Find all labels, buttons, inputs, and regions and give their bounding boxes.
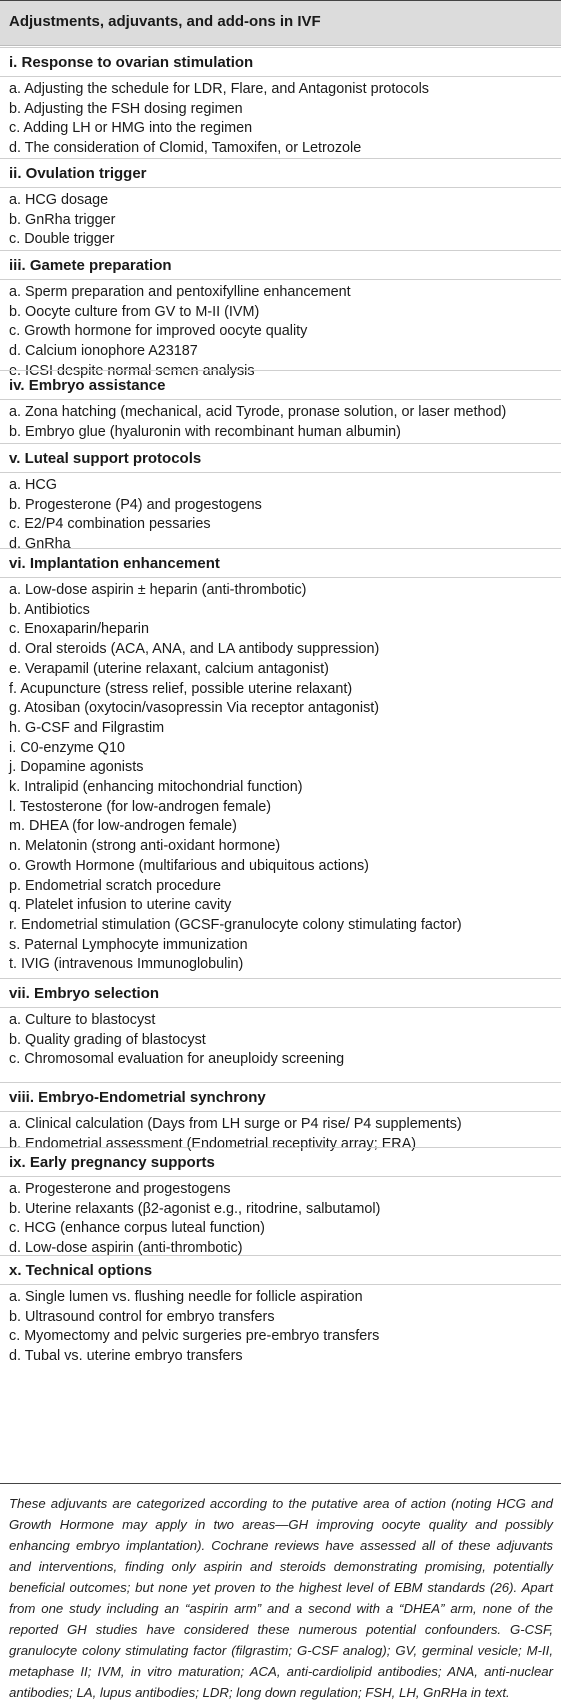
list-item: a. Adjusting the schedule for LDR, Flare, and Antagonist protocols xyxy=(9,81,429,97)
list-item: e. ICSI despite normal semen analysis xyxy=(9,362,255,379)
list-item: b. Ultrasound control for embryo transfers xyxy=(9,1308,275,1325)
list-item: b. Embryo glue (hyaluronin with recombinant human albumin) xyxy=(9,423,401,440)
section-heading: iv. Embryo assistance xyxy=(0,370,561,400)
list-item: c. Enoxaparin/heparin xyxy=(9,621,149,638)
list-item: b. Uterine relaxants (β2-agonist e.g., ritodrine, salbutamol) xyxy=(9,1200,381,1217)
list-item: b. Endometrial assessment (Endometrial receptivity array; ERA) xyxy=(9,1135,417,1152)
section-heading: i. Response to ovarian stimulation xyxy=(0,47,561,77)
table-footnote xyxy=(0,1483,561,1700)
list-item: c. Myomectomy and pelvic surgeries pre-embryo transfers xyxy=(9,1328,380,1345)
list-item: a. Culture to blastocyst xyxy=(9,1012,156,1028)
section-heading: x. Technical options xyxy=(0,1255,561,1285)
list-item: n. Melatonin (strong anti-oxidant hormone) xyxy=(9,838,281,855)
list-item: a. Sperm preparation and pentoxifylline enhancement xyxy=(9,284,351,300)
list-item: b. Antibiotics xyxy=(9,601,90,618)
list-item: h. G-CSF and Filgrastim xyxy=(9,719,165,736)
list-item: a. Progesterone and progestogens xyxy=(9,1181,231,1197)
list-item: s. Paternal Lymphocyte immunization xyxy=(9,936,248,953)
list-item: c. HCG (enhance corpus luteal function) xyxy=(9,1220,265,1237)
list-item: j. Dopamine agonists xyxy=(9,759,144,776)
list-item: g. Atosiban (oxytocin/vasopressin Via receptor antagonist) xyxy=(9,700,380,717)
list-item: m. DHEA (for low-androgen female) xyxy=(9,818,237,835)
list-item: c. Adding LH or HMG into the regimen xyxy=(9,120,253,137)
list-item: d. Tubal vs. uterine embryo transfers xyxy=(9,1348,243,1365)
list-item: c. E2/P4 combination pessaries xyxy=(9,516,211,533)
list-item: d. Calcium ionophore A23187 xyxy=(9,343,198,360)
list-item: d. Oral steroids (ACA, ANA, and LA antibody suppression) xyxy=(9,641,380,658)
list-item: b. Quality grading of blastocyst xyxy=(9,1031,206,1048)
list-item: t. IVIG (intravenous Immunoglobulin) xyxy=(9,956,244,973)
table-title-bar xyxy=(0,0,561,46)
section-heading: v. Luteal support protocols xyxy=(0,443,561,473)
list-item: b. GnRha trigger xyxy=(9,211,116,228)
list-item: d. Low-dose aspirin (anti-thrombotic) xyxy=(9,1240,243,1257)
section-heading: vii. Embryo selection xyxy=(0,978,561,1008)
list-item: c. Chromosomal evaluation for aneuploidy screening xyxy=(9,1051,345,1068)
list-item: a. Clinical calculation (Days from LH surge or P4 rise/ P4 supplements) xyxy=(9,1116,462,1132)
section-heading: vi. Implantation enhancement xyxy=(0,548,561,578)
list-item: i. C0-enzyme Q10 xyxy=(9,739,125,756)
list-item: e. Verapamil (uterine relaxant, calcium antagonist) xyxy=(9,660,329,677)
list-item: q. Platelet infusion to uterine cavity xyxy=(9,897,232,914)
list-item: b. Oocyte culture from GV to M-II (IVM) xyxy=(9,303,260,320)
list-item: c. Growth hormone for improved oocyte quality xyxy=(9,323,308,340)
list-item: c. Double trigger xyxy=(9,231,115,248)
list-item: d. GnRha xyxy=(9,536,71,553)
list-item: a. Low-dose aspirin ± heparin (anti-thrombotic) xyxy=(9,582,307,598)
list-item: a. Single lumen vs. flushing needle for follicle aspiration xyxy=(9,1289,363,1305)
section-heading: ix. Early pregnancy supports xyxy=(0,1147,561,1177)
list-item: b. Adjusting the FSH dosing regimen xyxy=(9,100,243,117)
list-item: r. Endometrial stimulation (GCSF-granulocyte colony stimulating factor) xyxy=(9,916,462,933)
section-heading: viii. Embryo-Endometrial synchrony xyxy=(0,1082,561,1112)
table-title: Adjustments, adjuvants, and add-ons in IVF xyxy=(9,13,321,30)
list-item: o. Growth Hormone (multifarious and ubiquitous actions) xyxy=(9,857,369,874)
list-item: d. The consideration of Clomid, Tamoxifen, or Letrozole xyxy=(9,140,362,157)
list-item: p. Endometrial scratch procedure xyxy=(9,877,221,894)
section-heading: iii. Gamete preparation xyxy=(0,250,561,280)
list-item: a. HCG dosage xyxy=(9,192,109,208)
list-item: a. HCG xyxy=(9,477,57,493)
list-item: a. Zona hatching (mechanical, acid Tyrode, pronase solution, or laser method) xyxy=(9,404,507,420)
list-item: l. Testosterone (for low-androgen female) xyxy=(9,798,272,815)
section-heading: ii. Ovulation trigger xyxy=(0,158,561,188)
list-item: f. Acupuncture (stress relief, possible uterine relaxant) xyxy=(9,680,353,697)
list-item: b. Progesterone (P4) and progestogens xyxy=(9,496,262,513)
footnote-text: These adjuvants are categorized according to the putative area of action (noting HCG and Growth Hormone may apply in two areas—GH improving oocyte quality and possibly enhancing embryo implantation). Cochrane reviews have assessed all of these adjuvants and interventions, finding only aspirin and steroids demonstrating promising, potentially beneficial outcomes; but none yet proven to the highest level of EBM standards (26). Apart from one study including an “aspirin arm” and a second with a “DHEA” arm, none of the reported GH studies have considered these numerous potential confounders. G-CSF, granulocyte colony stimulating factor (filgrastim; G-CSF analog); GV, germinal vesicle; M-II, metaphase II; IVM, in vitro maturation; ACA, anti-cardiolipid antibodies; ANA, anti-nuclear antibodies; LA, lupus antibodies; LDR; long down regulation; FSH, LH, GnRHa in text. xyxy=(9,1496,553,1700)
list-item: k. Intralipid (enhancing mitochondrial function) xyxy=(9,779,303,795)
